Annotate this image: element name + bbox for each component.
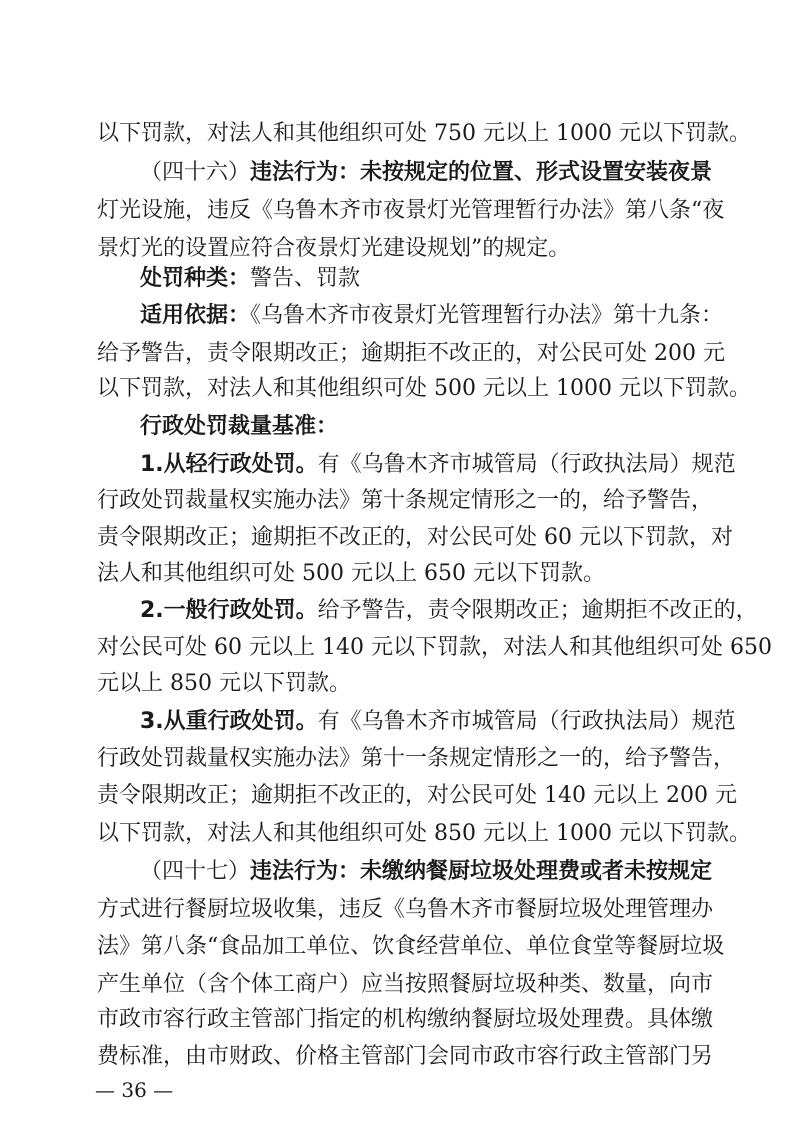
text-line: 适用依据：《乌鲁木齐市夜景灯光管理暂行办法》第十九条： (140, 303, 724, 328)
text-line: 对公民可处 60 元以上 140 元以下罚款，对法人和其他组织可处 650 (97, 635, 772, 660)
text-line: 1.从轻行政处罚。有《乌鲁木齐市城管局（行政执法局）规范 (140, 452, 736, 477)
page-number: — 36 — (95, 1078, 174, 1102)
text-line: 灯光设施，违反《乌鲁木齐市夜景灯光管理暂行办法》第八条“夜 (97, 198, 725, 223)
text-line: 给予警告，责令限期改正；逾期拒不改正的，对公民可处 200 元 (97, 341, 725, 366)
text-line: 行政处罚裁量权实施办法》第十条规定情形之一的，给予警告， (97, 488, 714, 513)
text-line: 产生单位（含个体工商户）应当按照餐厨垃圾种类、数量，向市 (97, 972, 714, 997)
text-line: （四十七）违法行为：未缴纳餐厨垃圾处理费或者未按规定 (140, 859, 713, 884)
text-line: 行政处罚裁量权实施办法》第十一条规定情形之一的，给予警告， (97, 746, 736, 771)
text-line: 方式进行餐厨垃圾收集，违反《乌鲁木齐市餐厨垃圾处理管理办 (97, 897, 714, 922)
text-line: 以下罚款，对法人和其他组织可处 750 元以上 1000 元以下罚款。 (97, 121, 751, 146)
text-line: 市政市容行政主管部门指定的机构缴纳餐厨垃圾处理费。具体缴 (97, 1007, 714, 1032)
section-heading: 行政处罚裁量基准： (140, 414, 339, 439)
text-line: 元以上 850 元以下罚款。 (97, 671, 351, 696)
text-line: 3.从重行政处罚。有《乌鲁木齐市城管局（行政执法局）规范 (140, 709, 736, 734)
text-line: 责令限期改正；逾期拒不改正的，对公民可处 140 元以上 200 元 (97, 783, 737, 808)
text-line: 以下罚款，对法人和其他组织可处 500 元以上 1000 元以下罚款。 (97, 376, 751, 401)
text-line: 2.一般行政处罚。给予警告，责令限期改正；逾期拒不改正的， (140, 598, 758, 623)
text-line: 费标准，由市财政、价格主管部门会同市政市容行政主管部门另 (97, 1044, 714, 1069)
text-line: 法人和其他组织可处 500 元以上 650 元以下罚款。 (97, 561, 605, 586)
text-line: 责令限期改正；逾期拒不改正的，对公民可处 60 元以下罚款，对 (97, 525, 733, 550)
text-line: 以下罚款，对法人和其他组织可处 850 元以上 1000 元以下罚款。 (97, 821, 751, 846)
text-line: 处罚种类：警告、罚款 (140, 266, 361, 291)
text-line: 景灯光的设置应符合夜景灯光建设规划”的规定。 (97, 236, 571, 261)
text-line: 法》第八条“食品加工单位、饮食经营单位、单位食堂等餐厨垃圾 (97, 934, 725, 959)
text-line: （四十六）违法行为：未按规定的位置、形式设置安装夜景 (140, 160, 713, 185)
